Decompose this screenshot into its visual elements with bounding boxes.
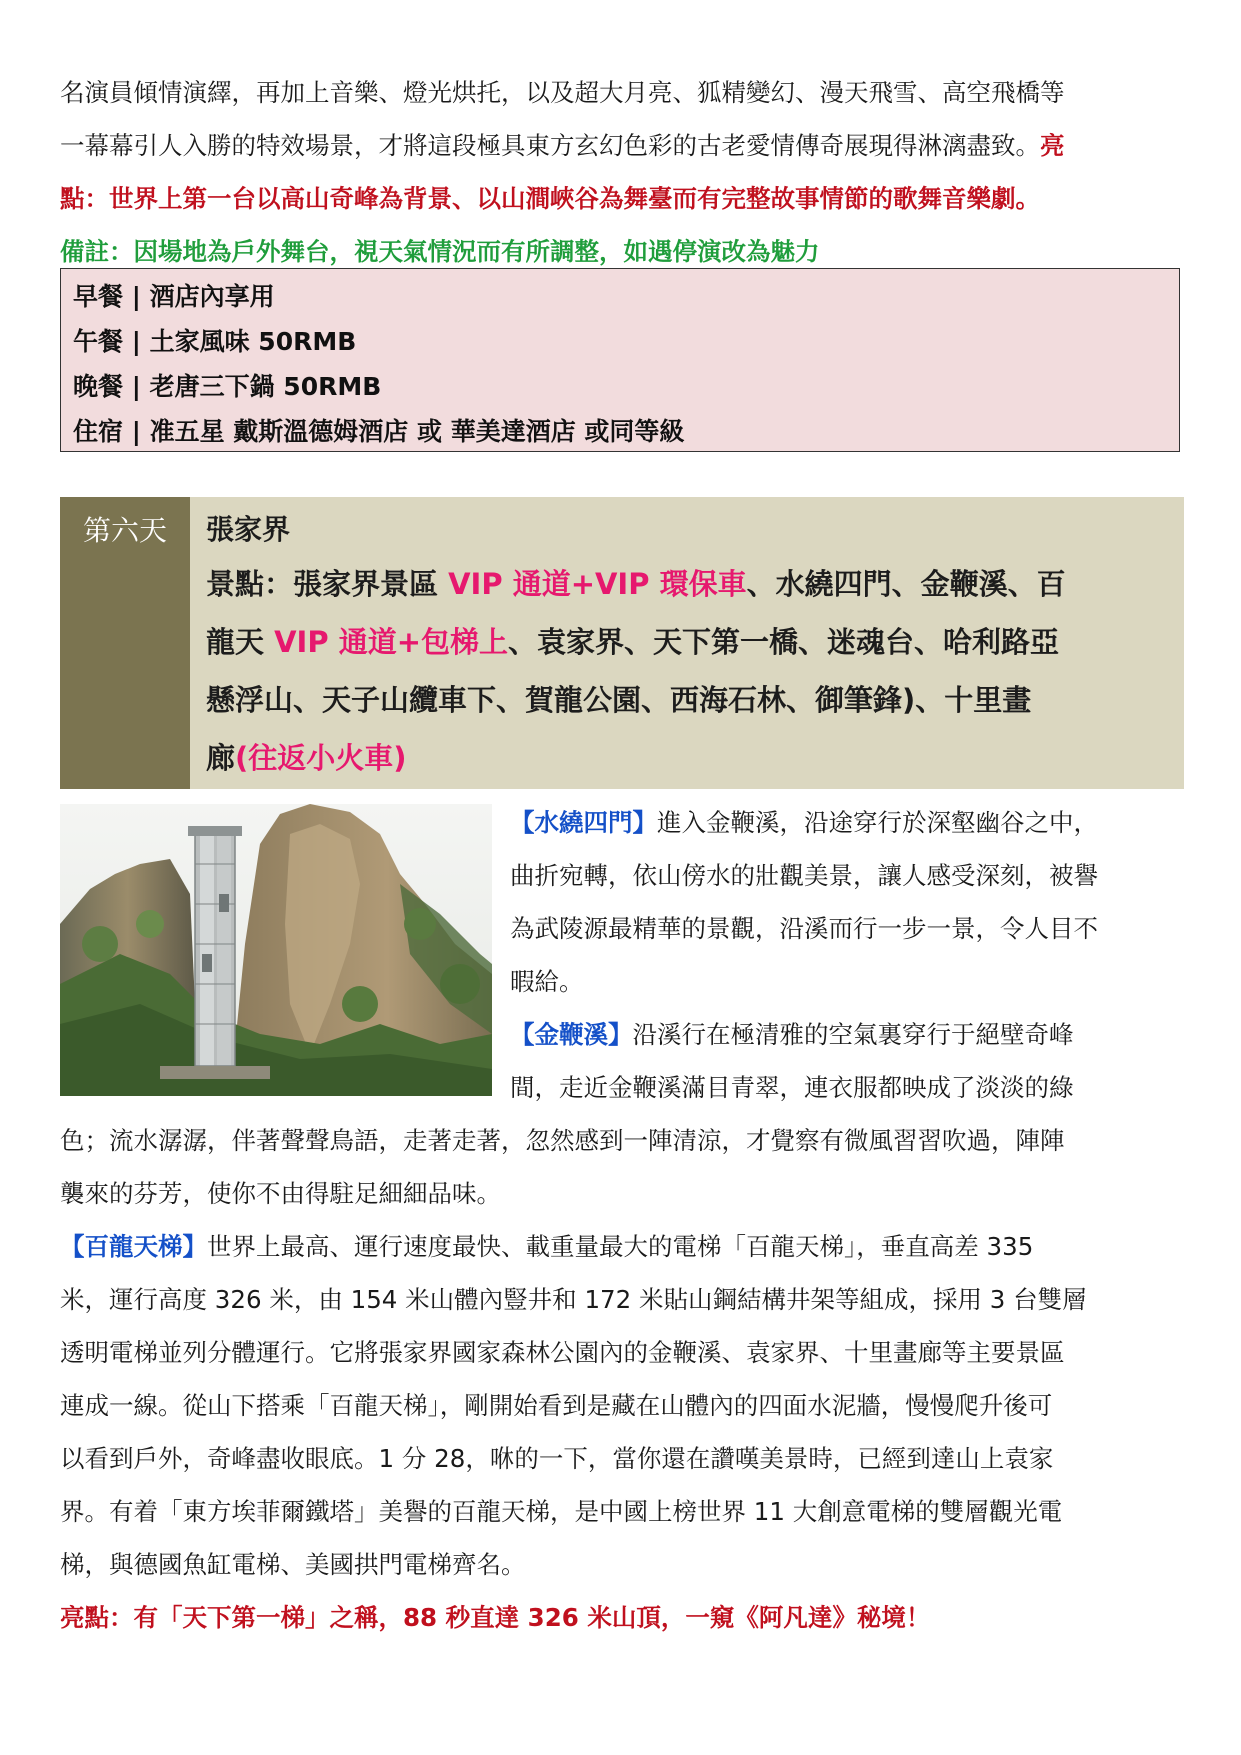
weather-note: 備註：因場地為戶外舞台，視天氣情況而有所調整，如遇停演改為魅力	[60, 237, 820, 266]
bailong-line-1: 【百龍天梯】世界上最高、運行速度最快、載重量最大的電梯「百龍天梯」，垂直高差 335	[60, 1232, 1034, 1261]
bailong-highlight: 亮點：有「天下第一梯」之稱，88 秒直達 326 米山頂，一窺《阿凡達》秘境！	[60, 1603, 931, 1632]
meal-row-breakfast: 早餐 | 酒店內享用	[73, 282, 275, 311]
meals-box	[60, 268, 1180, 452]
bailong-elevator-photo	[60, 804, 492, 1096]
shuirao-line-3: 為武陵源最精華的景觀，沿溪而行一步一景，令人目不	[510, 914, 1098, 943]
shuirao-line-1: 【水繞四門】進入金鞭溪，沿途穿行於深壑幽谷之中，	[510, 808, 1098, 837]
intro-paragraph	[60, 66, 1180, 278]
meal-row-lunch: 午餐 | 土家風味 50RMB	[73, 327, 357, 356]
elevator-illustration	[60, 804, 492, 1096]
day-header	[60, 497, 1184, 789]
main-text	[60, 1114, 1180, 1644]
day-number: 第六天	[82, 514, 167, 547]
bailong-line-3: 透明電梯並列分體運行。它將張家界國家森林公園內的金鞭溪、袁家界、十里畫廊等主要景區	[60, 1338, 1065, 1367]
day-details	[206, 505, 1166, 787]
jinbian-line-1: 【金鞭溪】沿溪行在極清雅的空氣裏穿行于絕壁奇峰	[510, 1020, 1074, 1049]
bailong-label: 【百龍天梯】	[60, 1232, 207, 1261]
meal-row-dinner: 晚餐 | 老唐三下鍋 50RMB	[73, 372, 382, 401]
shuirao-label: 【水繞四門】	[510, 808, 657, 837]
meal-row-hotel: 住宿 | 准五星 戴斯溫德姆酒店 或 華美達酒店 或同等級	[73, 417, 685, 446]
jinbian-line-2: 間，走近金鞭溪滿目青翠，連衣服都映成了淡淡的綠	[510, 1073, 1074, 1102]
intro-highlight: 點：世界上第一台以高山奇峰為背景、以山澗峽谷為舞臺而有完整故事情節的歌舞音樂劇。	[60, 184, 1040, 213]
day-title: 張家界	[206, 513, 291, 546]
shuirao-line-4: 暇給。	[510, 967, 584, 996]
day-spots-line-3: 懸浮山、天子山纜車下、賀龍公園、西海石林、御筆鋒)、十里畫	[206, 683, 1032, 717]
day-spots-line-1: 景點：張家界景區 VIP 通道+VIP 環保車、水繞四門、金鞭溪、百	[206, 567, 1066, 601]
day-badge	[60, 497, 190, 789]
shuirao-line-2: 曲折宛轉，依山傍水的壯觀美景，讓人感受深刻，被譽	[510, 861, 1098, 890]
highlight-start: 亮	[1040, 131, 1065, 160]
day-spots-line-4: 廊(往返小火車)	[206, 741, 407, 775]
day-spots-line-2: 龍天 VIP 通道+包梯上、袁家界、天下第一橋、迷魂台、哈利路亞	[206, 625, 1060, 659]
intro-line-1: 名演員傾情演繹，再加上音樂、燈光烘托，以及超大月亮、狐精變幻、漫天飛雪、高空飛橋等	[60, 78, 1065, 107]
bailong-line-6: 界。有着「東方埃菲爾鐵塔」美譽的百龍天梯，是中國上榜世界 11 大創意電梯的雙層觀光電	[60, 1497, 1063, 1526]
shuirao-section	[510, 796, 1190, 1114]
jinbian-line-3: 色；流水潺潺，伴著聲聲鳥語，走著走著，忽然感到一陣清涼，才覺察有微風習習吹過，陣陣	[60, 1126, 1065, 1155]
bailong-line-5: 以看到戶外，奇峰盡收眼底。1 分 28，咻的一下，當你還在讚嘆美景時，已經到達山上袁家	[60, 1444, 1054, 1473]
intro-line-2: 一幕幕引人入勝的特效場景，才將這段極具東方玄幻色彩的古老愛情傳奇展現得淋漓盡致。亮	[60, 131, 1065, 160]
bailong-line-2: 米，運行高度 326 米，由 154 米山體內豎井和 172 米貼山鋼結構井架等組成，採用 3 台雙層	[60, 1285, 1087, 1314]
jinbian-label: 【金鞭溪】	[510, 1020, 633, 1049]
bailong-line-4: 連成一線。從山下搭乘「百龍天梯」，剛開始看到是藏在山體內的四面水泥牆，慢慢爬升後可	[60, 1391, 1053, 1420]
bailong-line-7: 梯，與德國魚缸電梯、美國拱門電梯齊名。	[60, 1550, 526, 1579]
jinbian-line-4: 襲來的芬芳，使你不由得駐足細細品味。	[60, 1179, 501, 1208]
